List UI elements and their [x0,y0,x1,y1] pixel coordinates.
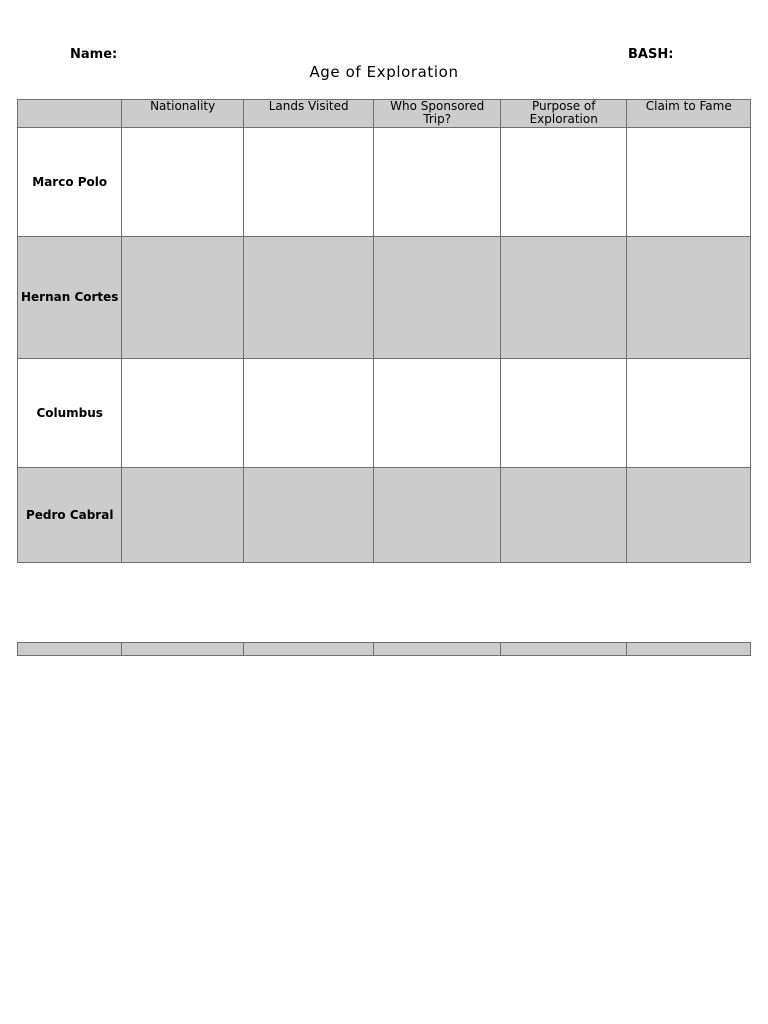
column-header-purpose: Purpose of Exploration [500,100,627,128]
claim-to-fame-cell[interactable] [627,359,751,468]
nationality-cell[interactable] [122,359,243,468]
explorer-name: Marco Polo [18,128,122,237]
purpose-cell[interactable] [500,359,627,468]
lands-visited-cell[interactable] [243,359,374,468]
page-title: Age of Exploration [309,63,459,81]
sponsor-cell[interactable] [374,468,501,563]
explorer-name: Pedro Cabral [18,468,122,563]
column-header-explorer [18,100,122,128]
sponsor-cell[interactable] [374,359,501,468]
lands-visited-cell[interactable] [243,237,374,359]
table-row [18,468,751,563]
exploration-table [17,99,751,563]
claim-to-fame-cell[interactable] [627,128,751,237]
bash-label: BASH: [628,47,674,62]
empty-cell[interactable] [18,643,122,656]
sponsor-cell[interactable] [374,128,501,237]
lands-visited-cell[interactable] [243,468,374,563]
table-row [18,128,751,237]
nationality-cell[interactable] [122,468,243,563]
claim-to-fame-cell[interactable] [627,237,751,359]
lands-visited-cell[interactable] [243,128,374,237]
empty-cell[interactable] [627,643,751,656]
purpose-cell[interactable] [500,128,627,237]
purpose-cell[interactable] [500,237,627,359]
empty-cell[interactable] [500,643,627,656]
explorer-name: Hernan Cortes [18,237,122,359]
empty-cell[interactable] [243,643,374,656]
table-row [18,359,751,468]
column-header-claim-to-fame: Claim to Fame [627,100,751,128]
claim-to-fame-cell[interactable] [627,468,751,563]
purpose-cell[interactable] [500,468,627,563]
table-row [18,643,751,656]
nationality-cell[interactable] [122,128,243,237]
sponsor-cell[interactable] [374,237,501,359]
column-header-nationality: Nationality [122,100,243,128]
explorer-name: Columbus [18,359,122,468]
empty-cell[interactable] [122,643,243,656]
column-header-sponsor: Who Sponsored Trip? [374,100,501,128]
empty-cell[interactable] [374,643,501,656]
name-label: Name: [70,47,118,62]
empty-table-strip [17,642,751,656]
table-header-row [18,100,751,128]
column-header-lands-visited: Lands Visited [243,100,374,128]
nationality-cell[interactable] [122,237,243,359]
table-row [18,237,751,359]
